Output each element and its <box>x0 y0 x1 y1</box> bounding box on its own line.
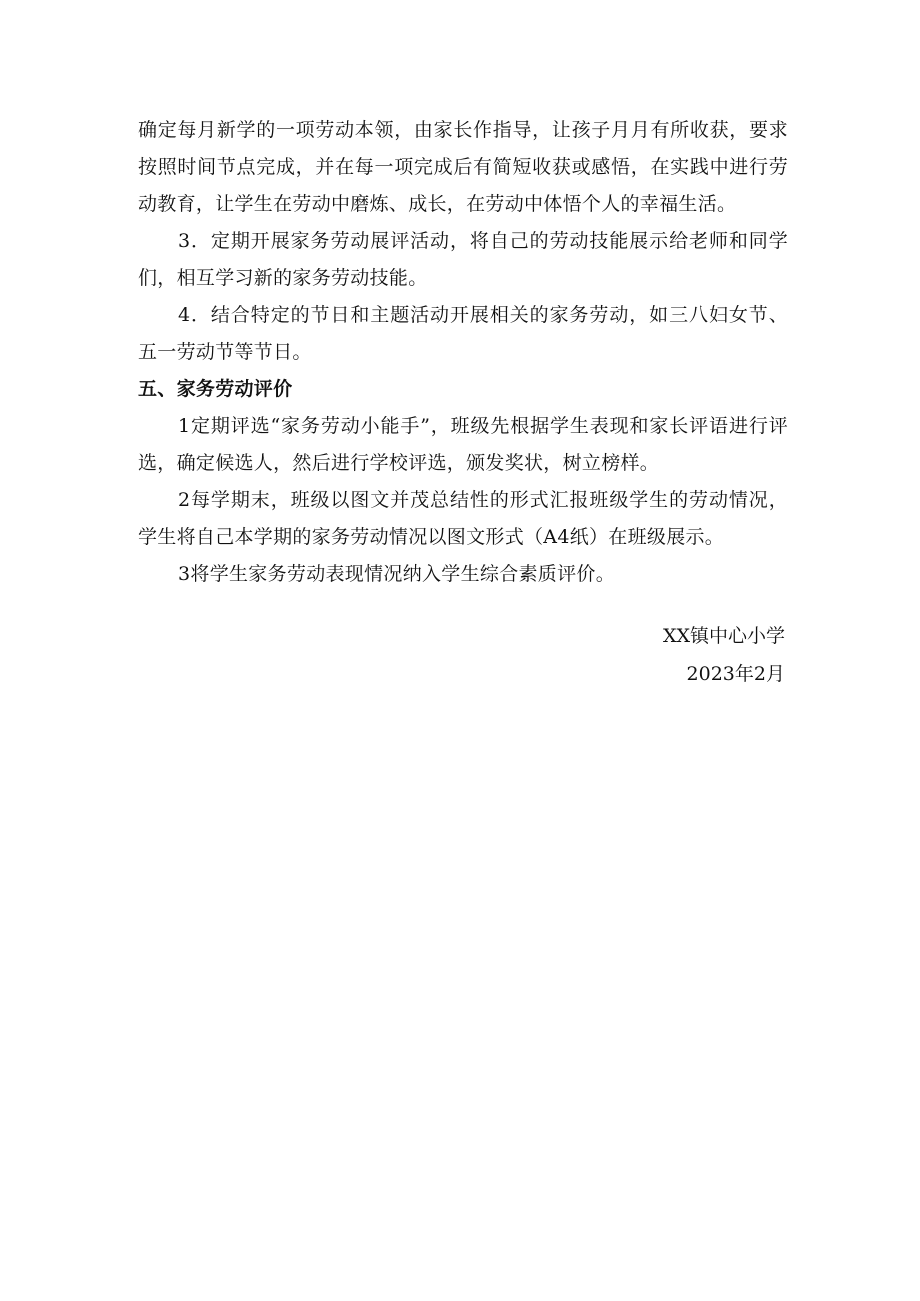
evaluation-item-2: 2每学期末，班级以图文并茂总结性的形式汇报班级学生的劳动情况，学生将自己本学期的家务劳动情况以图文形式（A4纸）在班级展示。 <box>138 489 788 548</box>
paragraph-item-3: 3．定期开展家务劳动展评活动，将自己的劳动技能展示给老师和同学们，相互学习新的家务劳动技能。 <box>138 230 788 289</box>
paragraph-continuation: 确定每月新学的一项劳动本领，由家长作指导，让孩子月月有所收获，要求按照时间节点完成，并在每一项完成后有简短收获或感悟，在实践中进行劳动教育，让学生在劳动中磨炼、成长，在劳动中体悟个人的幸福生活。 <box>138 119 788 215</box>
signature-organization: XX镇中心小学 <box>662 625 785 647</box>
signature-block <box>663 617 785 693</box>
paragraph-item-4: 4．结合特定的节日和主题活动开展相关的家务劳动，如三八妇女节、五一劳动节等节日。 <box>138 304 788 363</box>
document-body <box>138 112 788 593</box>
evaluation-item-3: 3将学生家务劳动表现情况纳入学生综合素质评价。 <box>178 563 615 585</box>
evaluation-item-1: 1定期评选“家务劳动小能手”，班级先根据学生表现和家长评语进行评选，确定候选人，然后进行学校评选，颁发奖状，树立榜样。 <box>138 415 788 474</box>
section-heading: 五、家务劳动评价 <box>138 378 293 400</box>
signature-date: 2023年2月 <box>686 663 785 685</box>
